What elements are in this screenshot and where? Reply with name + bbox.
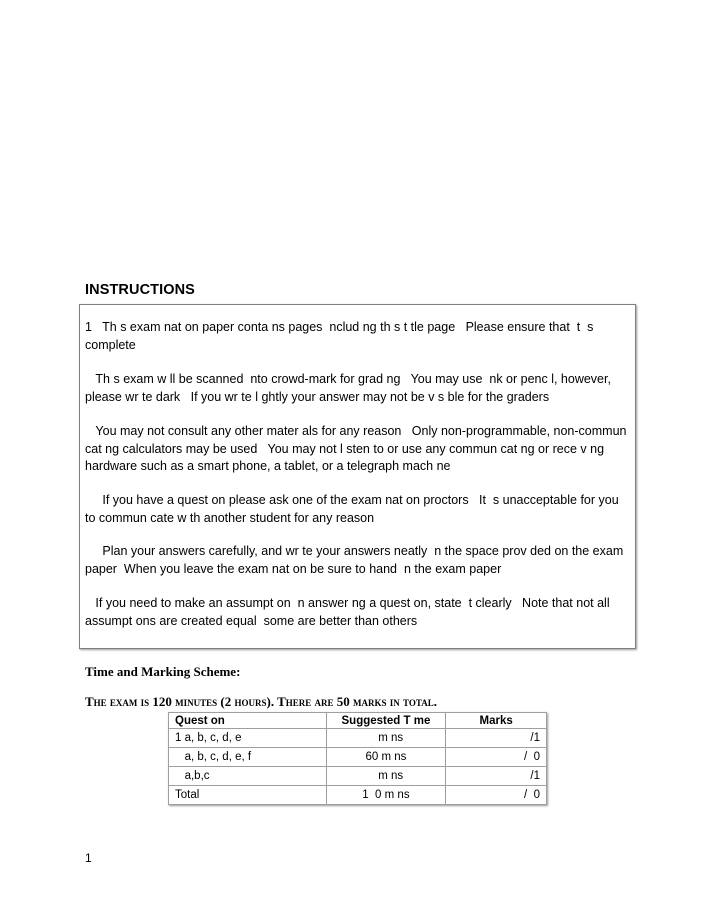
instruction-item-1: 1 Th s exam nat on paper conta ns pages nclud ng th s t tle page Please ensure that t s complete — [85, 320, 597, 352]
page-number: 1 — [85, 851, 92, 865]
table-row — [169, 767, 547, 786]
column-header-question: Quest on — [169, 713, 327, 729]
table-cell: / 0 — [446, 748, 547, 767]
table-row — [169, 748, 547, 767]
table-cell: /1 — [446, 767, 547, 786]
time-marking-heading: Time and Marking Scheme: — [85, 664, 241, 679]
instruction-item-6: If you need to make an assumpt on n answer ng a quest on, state t clearly Note that not all assumpt ons are created equal some are better than others — [85, 596, 614, 628]
table-cell: m ns — [326, 729, 446, 748]
table-cell: a, b, c, d, e, f — [169, 748, 327, 767]
table-cell: m ns — [326, 767, 446, 786]
exam-duration-line: The exam is 120 minutes (2 hours). There are 50 marks in total. — [85, 694, 437, 709]
table-cell: 1 a, b, c, d, e — [169, 729, 327, 748]
instruction-item-3: You may not consult any other mater als for any reason Only non-programmable, non-commun cat ng calculators may be used You may not l sten to or use any commun cat ng or rece v ng hardware such as a smart phone, a tablet, or a telegraph mach ne — [85, 424, 630, 473]
instructions-heading: INSTRUCTIONS — [85, 282, 195, 298]
table-cell: /1 — [446, 729, 547, 748]
table-row — [169, 729, 547, 748]
table-cell: a,b,c — [169, 767, 327, 786]
instruction-item-4: If you have a quest on please ask one of the exam nat on proctors It s unacceptable for you to commun cate w th another student for any reason — [85, 493, 623, 525]
marking-scheme-table — [168, 712, 547, 805]
table-header-row — [169, 713, 547, 729]
table-cell: 60 m ns — [326, 748, 446, 767]
instruction-item-2: Th s exam w ll be scanned nto crowd-mark for grad ng You may use nk or penc l, however, please wr te dark If you wr te l ghtly your answer may not be v s ble for the graders — [85, 372, 615, 404]
table-cell: 1 0 m ns — [326, 786, 446, 805]
instruction-item-5: Plan your answers carefully, and wr te your answers neatly n the space prov ded on the exam paper When you leave the exam nat on be sure to hand n the exam paper — [85, 544, 627, 576]
column-header-marks: Marks — [446, 713, 547, 729]
column-header-time: Suggested T me — [326, 713, 446, 729]
table-cell: / 0 — [446, 786, 547, 805]
table-cell: Total — [169, 786, 327, 805]
table-row-total — [169, 786, 547, 805]
